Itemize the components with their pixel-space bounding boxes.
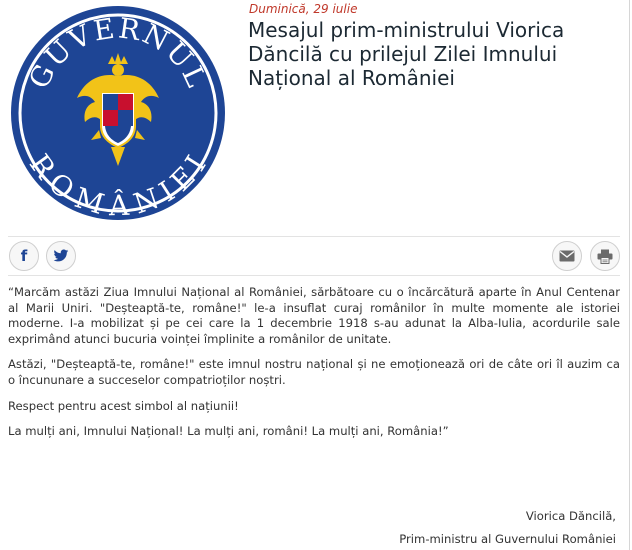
article-paragraph: La mulți ani, Imnului Național! La mulți ani, români! La mulți ani, România!” bbox=[8, 424, 449, 439]
facebook-icon: f bbox=[20, 246, 28, 265]
article-body bbox=[8, 285, 620, 450]
article-paragraph: Respect pentru acest simbol al națiunii! bbox=[8, 398, 239, 413]
article-date: Duminică, 29 iulie bbox=[249, 2, 358, 16]
article-title: Mesajul prim-ministrului Viorica Dăncilă cu prilejul Zilei Imnului Național al României bbox=[248, 18, 565, 90]
divider bbox=[629, 0, 630, 550]
print-button[interactable] bbox=[590, 241, 620, 271]
twitter-icon bbox=[53, 249, 69, 263]
print-icon bbox=[597, 249, 613, 264]
signature-role: Prim-ministru al Guvernului României bbox=[399, 532, 616, 546]
facebook-share-button[interactable] bbox=[9, 241, 39, 271]
email-icon bbox=[559, 250, 575, 262]
signature-name: Viorica Dăncilă, bbox=[525, 509, 616, 523]
guvernul-romaniei-logo bbox=[11, 6, 225, 220]
divider bbox=[8, 275, 620, 276]
divider bbox=[8, 236, 620, 237]
article-paragraph: “Marcăm astăzi Ziua Imnului Național al României, sărbătoare cu o încărcătură aparte în Anul Centenar al Marii Uniri. "Deșteaptă-te, române!" le-a insuflat curaj românilor în multe momente ale istoriei moderne. I-a mobilizat și pe cei care la 1 decembrie 1918 s-au adunat la Alba-Iulia, acordurile sale exprimând atunci bucuria voinței împlinite a românilor de unitate. bbox=[8, 285, 620, 346]
email-share-button[interactable] bbox=[552, 241, 582, 271]
twitter-share-button[interactable] bbox=[46, 241, 76, 271]
logo-bottom-text: ROMÂNIEI bbox=[23, 147, 214, 220]
article-paragraph: Astăzi, "Deșteaptă-te, române!" este imnul nostru național și ne emoționează ori de câte ori îl auzim ca o încununare a succeselor compatrioților noștri. bbox=[8, 357, 620, 387]
logo-top-text: GUVERNUL bbox=[22, 11, 214, 94]
